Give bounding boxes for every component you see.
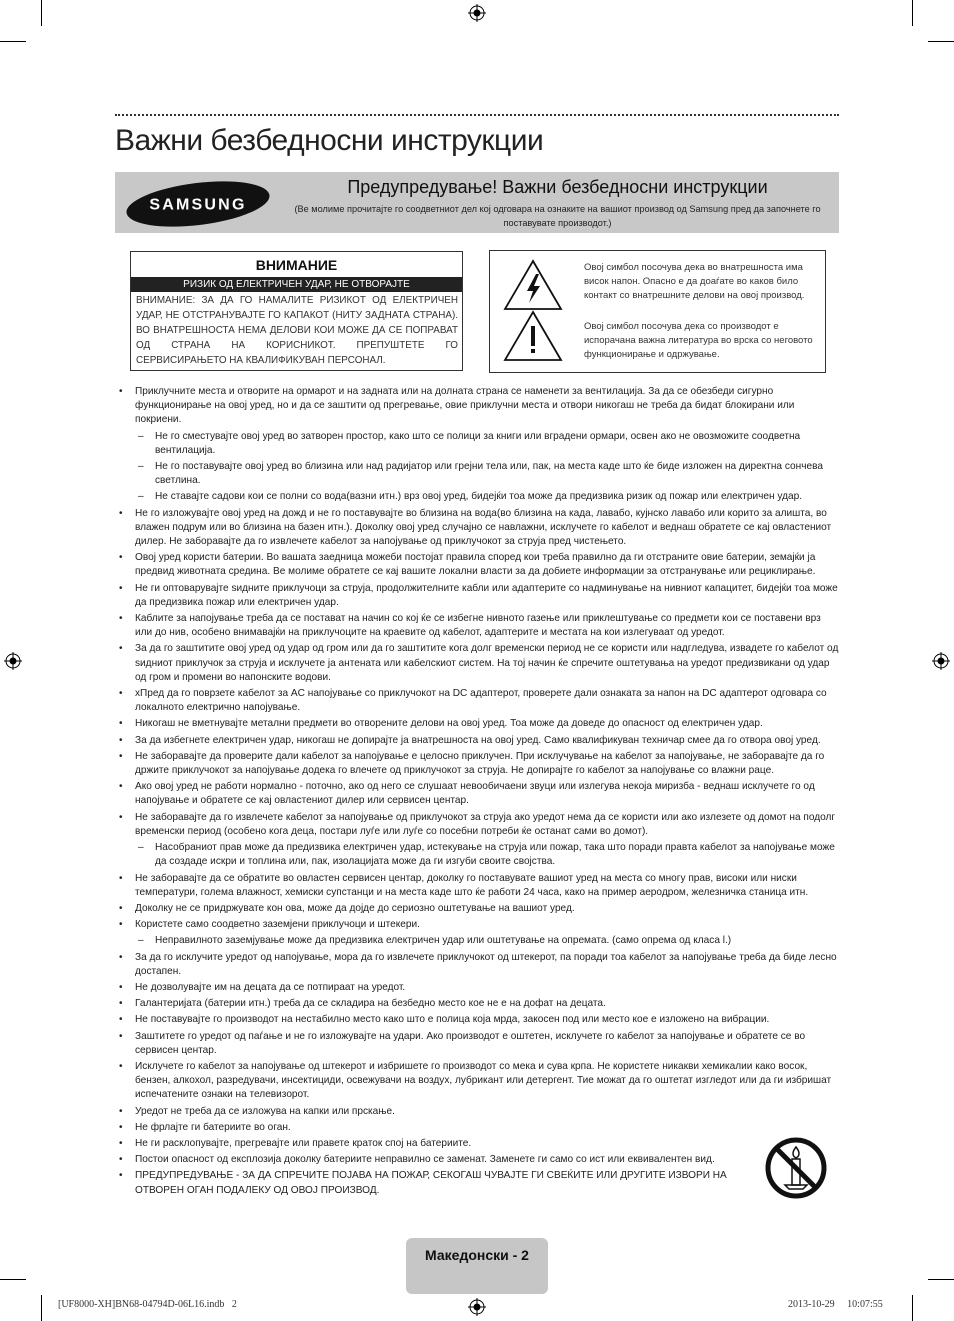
crop-mark [0,41,26,42]
caution-bar: РИЗИК ОД ЕЛЕКТРИЧЕН УДАР, НЕ ОТВОРАЈТЕ [131,277,462,292]
list-item: • Не заборавајте да се обратите во овластен сервисен центар, доколку го поставувате вашиот уред на места со многу прав, високи или ниски температури, голема влажност, хемиски супстанци и на места каде што ќе работи 24 часа, како на пример аеродром, железничка станица итн. [118,872,840,900]
voltage-symbol-text: Овој симбол посочува дека во внатрешноста има висок напон. Опасно е да доаѓате во каков било контакт со внатрешните делови на овој производ. [584,262,805,301]
caution-label [130,251,463,371]
page-number-label: Македонски - 2 [425,1247,529,1263]
crop-mark [41,0,42,26]
no-candle-icon [765,1137,827,1199]
list-item: • За да избегнете електричен удар, никогаш не допирајте ја внатрешноста на овој уред. Само квалификуван техничар смее да го отвора овој уред. [118,734,840,748]
list-item: • Постои опасност од експлозија доколку батериите неправилно се заменат. Заменете ги само со ист или еквивалентен вид. [118,1153,840,1167]
list-item: • Приклучните места и отворите на ормарот и на задната или на долната страна се наменети за вентилација. За да се обезбеди сигурно функционирање на овој уред, но и да се заштити од прегревање, овие приклучни места и отвори никогаш не треба да бидат блокирани или покриени. [118,385,840,428]
registration-mark-icon [932,652,950,670]
sub-list-item: – Не го поставувајте овој уред во близина или над радијатор или грејни тела или, пак, на места каде што ќе биде изложен на директна сончева светлина. [118,460,840,488]
list-item: • Исклучете го кабелот за напојување од штекерот и избришете го производот со мека и сува крпа. Не користете никакви хемикалии како восок, бензен, алкохол, разредувачи, инсектициди, освежувачи на воздух, лубрикант или детергент. Тие можат да го оштетат изгледот или да ги избришат испечатените ознаки на телевизорот. [118,1060,840,1103]
sub-list-item: – Не ставајте садови кои се полни со вода(вазни итн.) врз овој уред, бидејќи тоа може да предизвика ризик од пожар или електричен удар. [118,490,840,504]
sub-list-item: – Насобраниот прав може да предизвика електричен удар, истекување на струја или пожар, така што поради правта кабелот за напојување може да создаде искри и топлина или, пак, изолацијата може да ги изгуби своите својства. [118,841,840,869]
list-item: • Ако овој уред не работи нормално - поточно, ако од него се слушаат невообичаени звуци или излегува некоја миризба - веднаш исклучете го од напојување и обратете се кај овластениот дилер или сервисен центар. [118,780,840,808]
registration-mark-icon [468,1298,486,1316]
list-item: • ПРЕДУПРЕДУВАЊЕ - ЗА ДА СПРЕЧИТЕ ПОЈАВА НА ПОЖАР, СЕКОГАШ ЧУВАЈТЕ ГИ СВЕЌИТЕ ИЛИ ДРУГИТЕ ИЗВОРИ НА ОТВОРЕН ОГАН ПОДАЛЕКУ ОД ОВОЈ ПРОИЗВОД. [118,1169,735,1197]
crop-mark [0,1279,26,1280]
caution-text: ВНИМАНИЕ: ЗА ДА ГО НАМАЛИТЕ РИЗИКОТ ОД ЕЛЕКТРИЧЕН УДАР, НЕ ОТСТРАНУВАЈТЕ ГО КАПАКОТ (НИТУ ЗАДНАТА СТРАНА). ВО ВНАТРЕШНОСТА НЕМА ДЕЛОВИ КОИ МОЖЕ ДА СЕ ПОПРАВАТ ОД СТРАНА НА КОРИСНИКОТ. ПРЕПУШТЕТЕ ГО СЕРВИСИРАЊЕТО НА КВАЛИФИКУВАН ПЕРСОНАЛ. [136,295,458,366]
samsung-logo-icon [125,180,271,228]
sub-list-item: – Не го сместувајте овој уред во затворен простор, како што се полици за книги или вградени ормари, освен ако не овозможите соодветна вентилација. [118,430,840,458]
title-rule [115,114,839,116]
registration-mark-icon [468,4,486,22]
list-item: • Не заборавајте да проверите дали кабелот за напојување е целосно приклучен. При исклучување на кабелот за напојување, не заборавајте да го држите приклучокот за напојување додека го влечете од приклучокот за струја. Не допирајте го кабелот за напојување со влажни раце. [118,750,840,778]
crop-mark [41,1295,42,1321]
crop-mark [928,41,954,42]
exclamation-symbol-text: Овој симбол посочува дека со производот е испорачана важна литература во врска со неговото функционирање и одржување. [584,321,813,360]
caution-heading: ВНИМАНИЕ [255,257,338,273]
list-item: • Каблите за напојување треба да се постават на начин со кој ќе се избегне нивното газење или приклештување со предмети кои се поставени врз или до нив, особено внимавајќи на приклучоците на краевите од кабелот, адаптерите и местата на кои излегуваат од уредот. [118,612,840,640]
registration-mark-icon [4,652,22,670]
exclamation-triangle-icon [502,309,564,363]
list-item: • Галантеријата (батерии итн.) треба да се складира на безбедно место кое не е на дофат на децата. [118,997,840,1011]
list-item: • Заштитете го уредот од паѓање и не го изложувајте на удари. Ако производот е оштетен, исклучете го кабелот за напојување и обратете се во сервисен центар. [118,1030,840,1058]
list-item: • Не поставувајте го производот на нестабилно место како што е полица која мрда, закосен под или место кое е изложено на вибрации. [118,1013,840,1027]
samsung-logo-text: SAMSUNG [149,196,247,214]
list-item: • Користете само соодветно заземјени приклучоци и штекери. [118,918,840,932]
warning-banner [115,172,839,233]
safety-instructions-list [118,385,840,1200]
page-title: Важни безбедносни инструкции [115,124,544,157]
list-item: • За да го исклучите уредот од напојување, мора да го извлечете приклучокот од штекерот, па поради тоа кабелот за напојување треба да биде лесно достапен. [118,951,840,979]
file-slug: [UF8000-XH]BN68-04794D-06L16.indb 2 [58,1299,237,1310]
crop-mark [912,1295,913,1321]
lightning-triangle-icon [502,258,564,312]
list-item: • Не заборавајте да го извлечете кабелот за напојување од приклучокот за струја ако уредот нема да се користи или ако излезете од домот на подолг временски период (особено кога деца, постари луѓе или луѓе со посебни потреби ќе останат сами во домот). [118,811,840,839]
list-item: • Овој уред користи батерии. Во вашата заедница можеби постојат правила според кои треба правилно да ги отстраните овие батерии, земајќи ја предвид животната средина. Ве молиме обратете се кај вашите локални власти за да добиете информации за отстранување или рециклирање. [118,551,840,579]
list-item: • Не ги расклопувајте, прегревајте или правете краток спој на батериите. [118,1137,840,1151]
list-item: • Не дозволувајте им на децата да се потпираат на уредот. [118,981,840,995]
page-number-tab [406,1238,548,1294]
list-item: • Не фрлајте ги батериите во оган. [118,1121,840,1135]
date-slug: 2013-10-29 10:07:55 [788,1299,883,1310]
symbols-box [489,250,826,373]
crop-mark [928,1279,954,1280]
banner-title: Предупредување! Важни безбедносни инструкции [347,177,768,197]
list-item: • Не ги оптоварувајте ѕидните приклучоци за струја, продолжителните кабли или адаптерите со надминување на нивниот капацитет, бидејќи тоа може да предизвика пожар или електричен удар. [118,582,840,610]
list-item: • Уредот не треба да се изложува на капки или прскање. [118,1105,840,1119]
crop-mark [912,0,913,26]
list-item: • Никогаш не вметнувајте метални предмети во отворените делови на овој уред. Тоа може да доведе до опасност од електричен удар. [118,717,840,731]
sub-list-item: – Неправилното заземјување може да предизвика електричен удар или оштетување на опремата. (само опрема од класа l.) [118,934,840,948]
banner-subtitle: (Ве молиме прочитајте го соодветниот дел кој одговара на ознаките на вашиот производ од Samsung пред да започнете го поставувате производот.) [294,204,821,228]
list-item: • За да го заштитите овој уред од удар од гром или да го заштитите кога долг временски период не се користи или надгледува, извадете го кабелот од ѕидниот приклучок за струја и исклучете ја антената или кабелскиот систем. На тој начин ќе спречите оштетувања на уредот предизвикани од удар од гром и промени во напонските водови. [118,642,840,685]
list-item: • Не го изложувајте овој уред на дожд и не го поставувајте во близина на вода(во близина на када, лавабо, кујнско лавабо или корито за алишта, во влажен подрум или во близина на базен итн.). Доколку овој уред случајно се навлажни, исклучете го кабелот и веднаш обратете се кај овластениот дилер. Не заборавајте да го извлечете кабелот за напојување од приклучокот за струја пред чистењето. [118,507,840,550]
list-item: • Доколку не се придржувате кон ова, може да дојде до сериозно оштетување на вашиот уред. [118,902,840,916]
list-item: • xПред да го поврзете кабелот за AC напојување со приклучокот на DC адаптерот, проверете дали ознаката за напон на DC адаптерот одговара со локалното електрично напојување. [118,687,840,715]
